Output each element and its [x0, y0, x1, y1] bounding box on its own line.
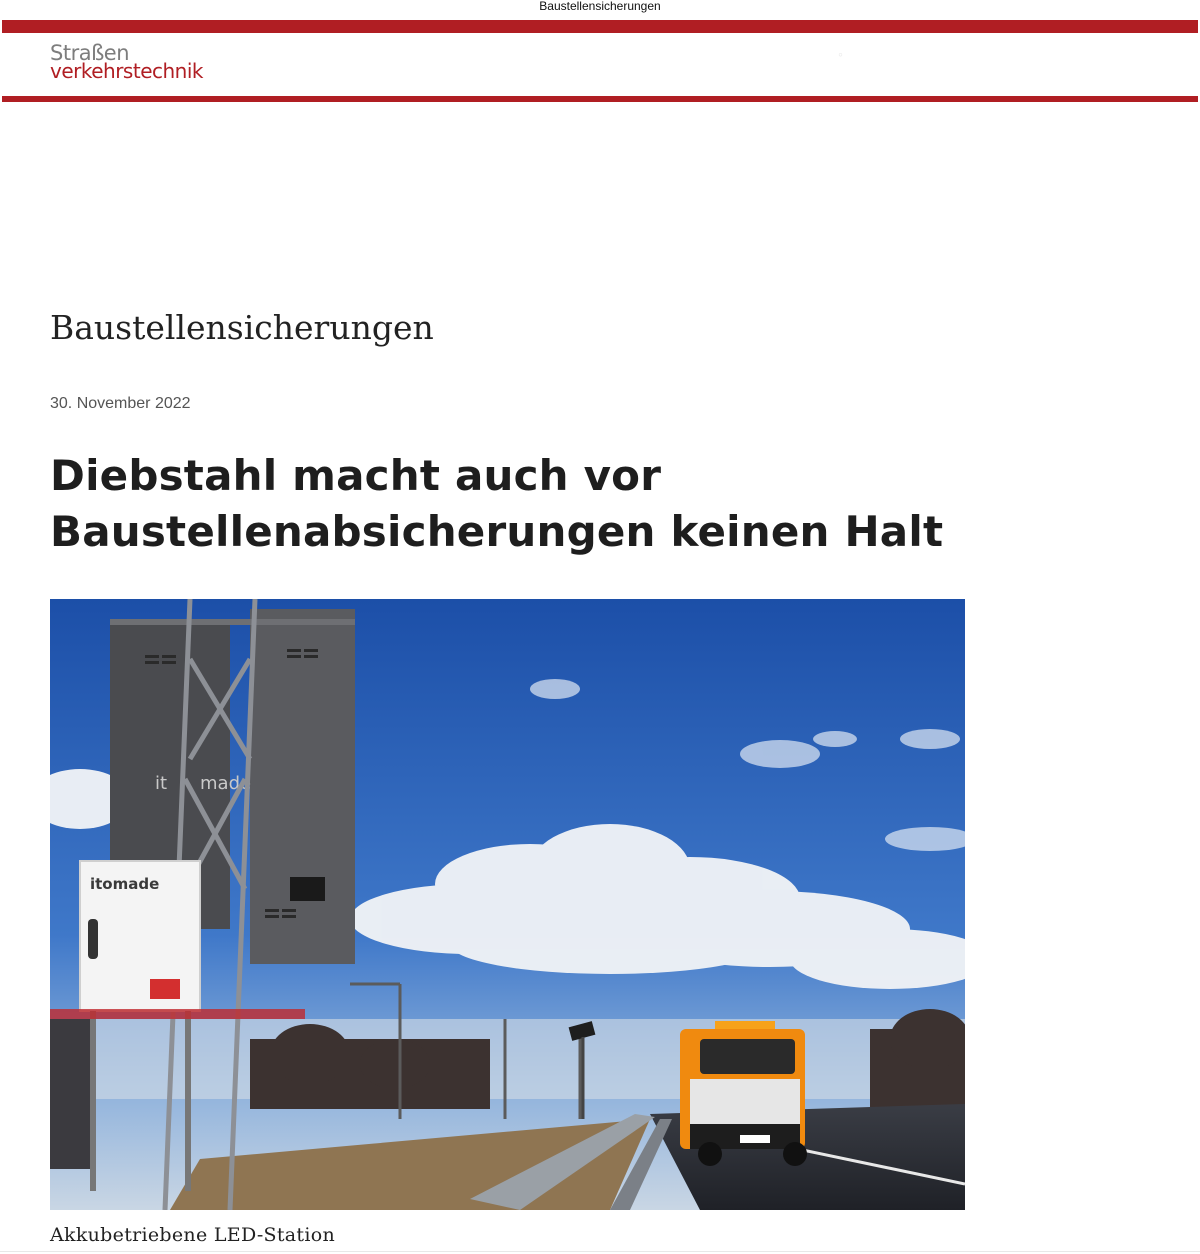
svg-text:it: it — [155, 773, 168, 794]
faint-header-icon: ◦ — [838, 46, 843, 62]
photo-box-brand: itomade — [90, 875, 160, 893]
photo-caption: Akkubetriebene LED-Station — [50, 1224, 336, 1246]
logo-line-strassen: Straßen — [50, 41, 130, 65]
browser-window-title: Baustellensicherungen — [539, 0, 661, 13]
article-headline: Diebstahl macht auch vor Baustellenabsicherungen keinen Halt — [50, 451, 944, 556]
svg-text:made: made — [200, 773, 252, 794]
page-bottom-divider — [0, 1251, 1200, 1252]
article-category[interactable]: Baustellensicherungen — [50, 308, 434, 347]
header-top-rule — [2, 20, 1198, 33]
article-date: 30. November 2022 — [50, 395, 191, 412]
logo-line-verkehrstechnik: verkehrstechnik — [50, 59, 203, 83]
article-photo — [50, 599, 965, 1210]
site-logo[interactable] — [50, 41, 203, 83]
header-bottom-rule — [2, 96, 1198, 102]
